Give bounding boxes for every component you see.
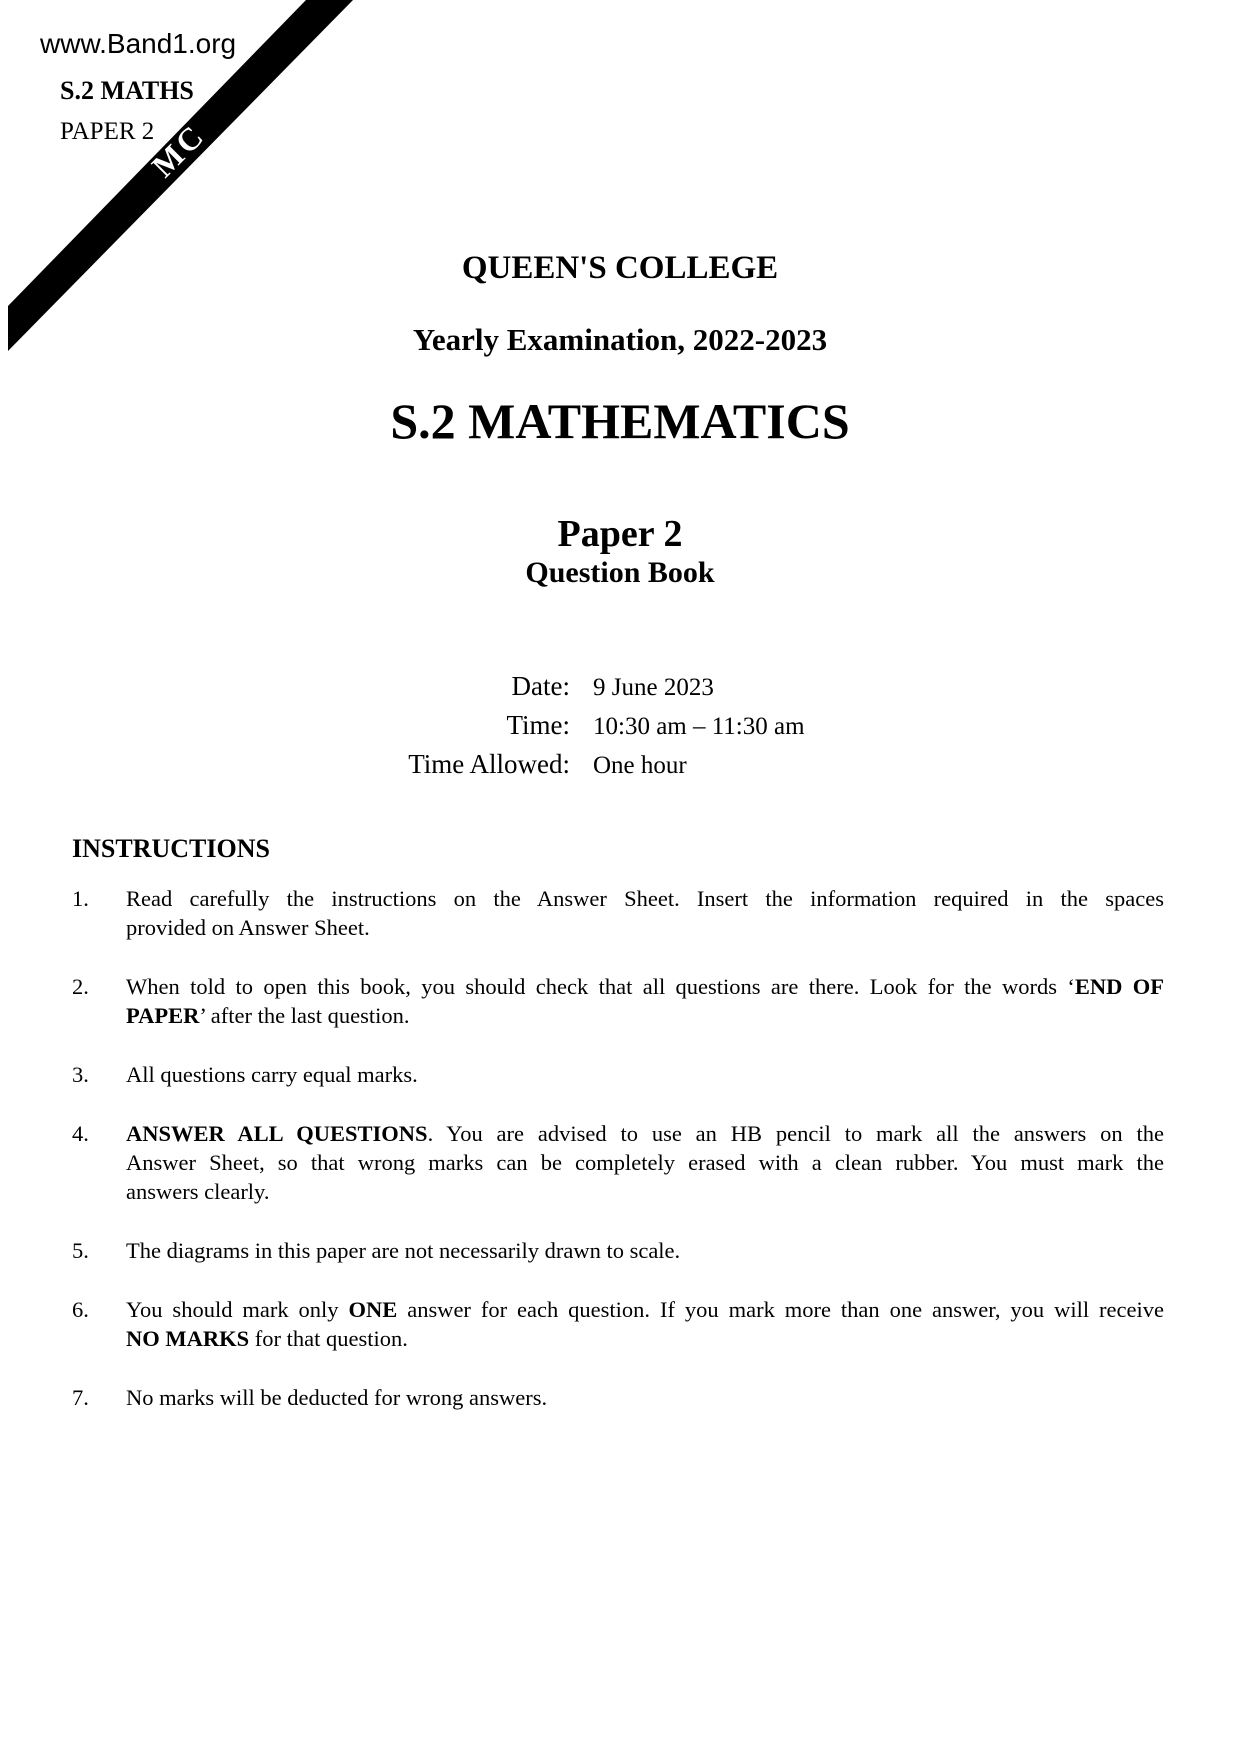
instruction-line bbox=[126, 884, 1164, 913]
instruction-number: 4. bbox=[72, 1121, 89, 1146]
instruction-item bbox=[72, 1119, 1164, 1206]
instruction-text bbox=[126, 972, 1164, 1030]
instruction-item bbox=[72, 884, 1164, 942]
text-segment: Answer Sheet, so that wrong marks can be completely erased with a clean rubber. You must mark the bbox=[126, 1150, 1164, 1175]
paper-number: Paper 2 bbox=[557, 513, 683, 555]
text-segment: The diagrams in this paper are not necessarily drawn to scale. bbox=[126, 1238, 681, 1263]
instruction-line bbox=[126, 1119, 1164, 1148]
instruction-line bbox=[126, 1060, 1164, 1089]
instruction-item bbox=[72, 1236, 1164, 1265]
text-segment: Read carefully the instructions on the Answer Sheet. Insert the information required in the spaces bbox=[126, 886, 1164, 911]
paper-title: S.2 MATHEMATICS bbox=[390, 393, 850, 449]
site-watermark: www.Band1.org bbox=[40, 28, 237, 59]
meta-value: One hour bbox=[593, 752, 687, 779]
school-name: QUEEN'S COLLEGE bbox=[461, 250, 779, 286]
exam-title: Yearly Examination, 2022-2023 bbox=[412, 322, 828, 357]
meta-label: Time: bbox=[506, 710, 570, 740]
book-type: Question Book bbox=[525, 556, 715, 589]
instruction-line bbox=[126, 1148, 1164, 1177]
instruction-item bbox=[72, 1295, 1164, 1353]
text-segment: for that question. bbox=[249, 1326, 408, 1351]
instruction-line bbox=[126, 1177, 1164, 1206]
meta-label: Time Allowed: bbox=[408, 749, 570, 779]
text-segment: All questions carry equal marks. bbox=[126, 1062, 418, 1087]
instruction-line bbox=[126, 1383, 1164, 1412]
instructions-heading: INSTRUCTIONS bbox=[72, 834, 270, 863]
text-segment: ’ after the last question. bbox=[199, 1003, 410, 1028]
subject-watermark: S.2 MATHS bbox=[60, 76, 194, 105]
text-segment: answer for each question. If you mark more than one answer, you will receive bbox=[397, 1297, 1164, 1322]
text-segment: NO MARKS bbox=[126, 1326, 250, 1351]
instruction-line bbox=[126, 1236, 1164, 1265]
instruction-text bbox=[126, 1236, 1164, 1265]
text-segment: answers clearly. bbox=[126, 1179, 270, 1204]
instruction-number: 1. bbox=[72, 886, 89, 911]
instruction-number: 6. bbox=[72, 1297, 89, 1322]
text-segment: PAPER bbox=[126, 1003, 200, 1028]
instruction-line bbox=[126, 1324, 1164, 1353]
instruction-text bbox=[126, 1060, 1164, 1089]
meta-row bbox=[0, 711, 1240, 741]
meta-row bbox=[0, 672, 1240, 702]
ribbon-label: MC bbox=[144, 116, 212, 184]
instruction-item bbox=[72, 1060, 1164, 1089]
instructions-list bbox=[72, 884, 1164, 1442]
text-segment: END OF bbox=[1074, 974, 1165, 999]
text-segment: provided on Answer Sheet. bbox=[126, 915, 370, 940]
meta-value: 9 June 2023 bbox=[593, 674, 714, 701]
instruction-line bbox=[126, 1295, 1164, 1324]
instruction-number: 7. bbox=[72, 1385, 89, 1410]
instruction-item bbox=[72, 972, 1164, 1030]
meta-value: 10:30 am – 11:30 am bbox=[593, 713, 805, 740]
text-segment: . You are advised to use an HB pencil to mark all the answers on the bbox=[427, 1121, 1164, 1146]
instruction-text bbox=[126, 884, 1164, 942]
instruction-text bbox=[126, 1295, 1164, 1353]
text-segment: You should mark only bbox=[126, 1297, 349, 1322]
instruction-line bbox=[126, 913, 1164, 942]
paper-watermark: PAPER 2 bbox=[60, 118, 155, 145]
instruction-line bbox=[126, 972, 1164, 1001]
instruction-text bbox=[126, 1119, 1164, 1206]
meta-row bbox=[0, 750, 1240, 780]
instruction-line bbox=[126, 1001, 1164, 1030]
instruction-number: 2. bbox=[72, 974, 89, 999]
instruction-number: 5. bbox=[72, 1238, 89, 1263]
text-segment: ONE bbox=[348, 1297, 398, 1322]
instruction-item bbox=[72, 1383, 1164, 1412]
text-segment: ANSWER ALL QUESTIONS bbox=[126, 1121, 428, 1146]
meta-label: Date: bbox=[511, 671, 570, 701]
text-segment: No marks will be deducted for wrong answers. bbox=[126, 1385, 548, 1410]
text-segment: When told to open this book, you should check that all questions are there. Look for the words ‘ bbox=[126, 974, 1075, 999]
meta-block bbox=[0, 672, 1240, 789]
instruction-text bbox=[126, 1383, 1164, 1412]
instruction-number: 3. bbox=[72, 1062, 89, 1087]
